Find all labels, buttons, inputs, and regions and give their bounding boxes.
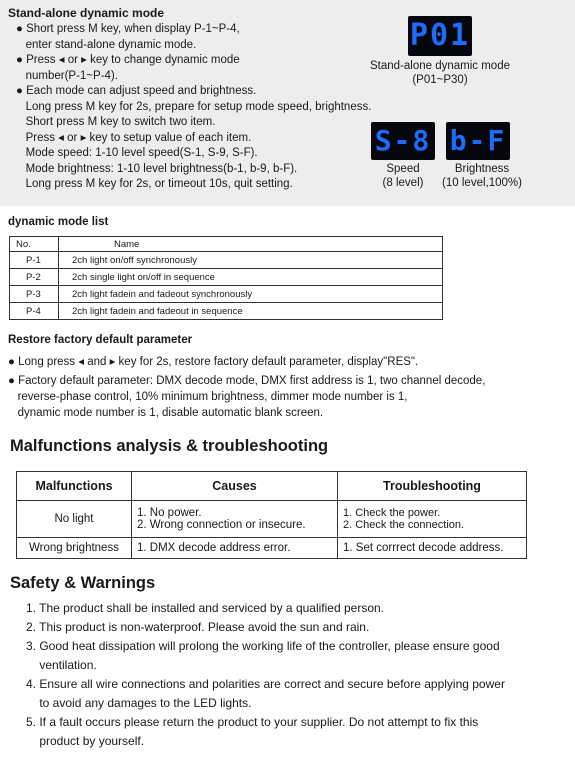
restore-title: Restore factory default parameter [8,334,193,346]
fix-line: 1. Set corrrect decode address. [338,538,527,559]
safety-item: 5. If a fault occurs please return the product to your supplier. Do not attempt to fix this [26,715,479,729]
safety-item: 2. This product is non-waterproof. Please avoid the sun and rain. [26,620,370,634]
dynamic-list-title: dynamic mode list [8,216,109,228]
safety-item: to avoid any damages to the LED lights. [26,696,252,710]
column-header-no: No. [10,237,59,252]
led-display-mode: P01 [408,16,472,56]
restore-line: reverse-phase control, 10% minimum brightness, dimmer mode number is 1, [8,391,408,403]
mode-number: P-2 [10,269,59,286]
column-header-causes: Causes [132,472,338,501]
instruction-line: Press ◂ or ▸ key to setup value of each item. [16,131,252,144]
instruction-line: Mode speed: 1-10 level speed(S-1, S-9, S-F). [16,147,258,159]
column-header-name: Name [59,237,443,252]
malfunction-cell: No light [17,501,132,538]
restore-instructions [8,353,485,421]
table-header-row [10,237,443,252]
safety-item: 1. The product shall be installed and serviced by a qualified person. [26,601,385,615]
table-row [17,538,527,559]
mode-number: P-3 [10,286,59,303]
column-header-troubleshooting: Troubleshooting [338,472,527,501]
safety-item: ventilation. [26,658,97,672]
cause-line: 2. Wrong connection or insecure. [137,519,306,531]
led-display-speed: S-8 [371,122,435,160]
mode-name: 2ch light fadein and fadeout in sequence [59,303,443,320]
troubleshooting-cell [338,501,527,538]
malfunction-cell: Wrong brightness [17,538,132,559]
instruction-line: Long press M key for 2s, prepare for setup mode speed, brightness. [16,100,372,113]
instruction-line: Long press M key for 2s, or timeout 10s, quit setting. [16,178,293,190]
speed-caption-1: Speed [386,163,420,175]
table-row [10,303,443,320]
safety-title: Safety & Warnings [10,574,156,592]
brightness-caption-2: (10 level,100%) [442,177,522,189]
led-display-brightness: b-F [446,122,510,160]
table-row [10,252,443,269]
mode-number: P-1 [10,252,59,269]
standalone-title: Stand-alone dynamic mode [8,6,165,20]
malfunctions-table [16,471,527,559]
instruction-line: Short press M key to switch two item. [16,116,216,128]
restore-line: ● Long press ◂ and ▸ key for 2s, restore factory default parameter, display"RES". [8,356,419,368]
standalone-instructions [16,22,371,193]
mode-number: P-4 [10,303,59,320]
table-row [10,269,443,286]
causes-cell [132,501,338,538]
table-row [10,286,443,303]
cause-line: 1. DMX decode address error. [132,538,338,559]
fix-line: 2. Check the connection. [343,519,465,531]
safety-item: 3. Good heat dissipation will prolong the working life of the controller, please ensure good [26,639,500,653]
safety-item: product by yourself. [26,734,145,748]
instruction-line: enter stand-alone dynamic mode. [16,38,197,51]
table-row [17,501,527,538]
safety-item: 4. Ensure all wire connections and polarities are correct and secure before applying power [26,677,505,691]
display-mode-caption-1: Stand-alone dynamic mode [370,60,510,72]
instruction-line: Mode brightness: 1-10 level brightness(b-1, b-9, b-F). [16,162,298,175]
cause-line: 1. No power. [137,507,202,519]
restore-line: dynamic mode number is 1, disable automatic blank screen. [8,407,324,419]
instruction-line: ● Short press M key, when display P-1~P-4, [16,23,240,35]
table-header-row [17,472,527,501]
mode-name: 2ch single light on/off in sequence [59,269,443,286]
speed-caption-2: (8 level) [382,177,424,189]
mode-name: 2ch light fadein and fadeout synchronously [59,286,443,303]
instruction-line: ● Each mode can adjust speed and brightness. [16,85,257,97]
instruction-line: ● Press ◂ or ▸ key to change dynamic mode [16,54,240,66]
mode-name: 2ch light on/off synchronously [59,252,443,269]
column-header-malfunctions: Malfunctions [17,472,132,501]
malfunctions-title: Malfunctions analysis & troubleshooting [10,437,329,455]
instruction-line: number(P-1~P-4). [16,69,118,82]
display-mode-caption-2: (P01~P30) [412,74,468,86]
safety-list [26,599,505,751]
dynamic-mode-table [9,236,443,320]
brightness-caption-1: Brightness [454,163,510,175]
restore-line: ● Factory default parameter: DMX decode mode, DMX first address is 1, two channel decode, [8,375,486,387]
fix-line: 1. Check the power. [343,507,441,519]
